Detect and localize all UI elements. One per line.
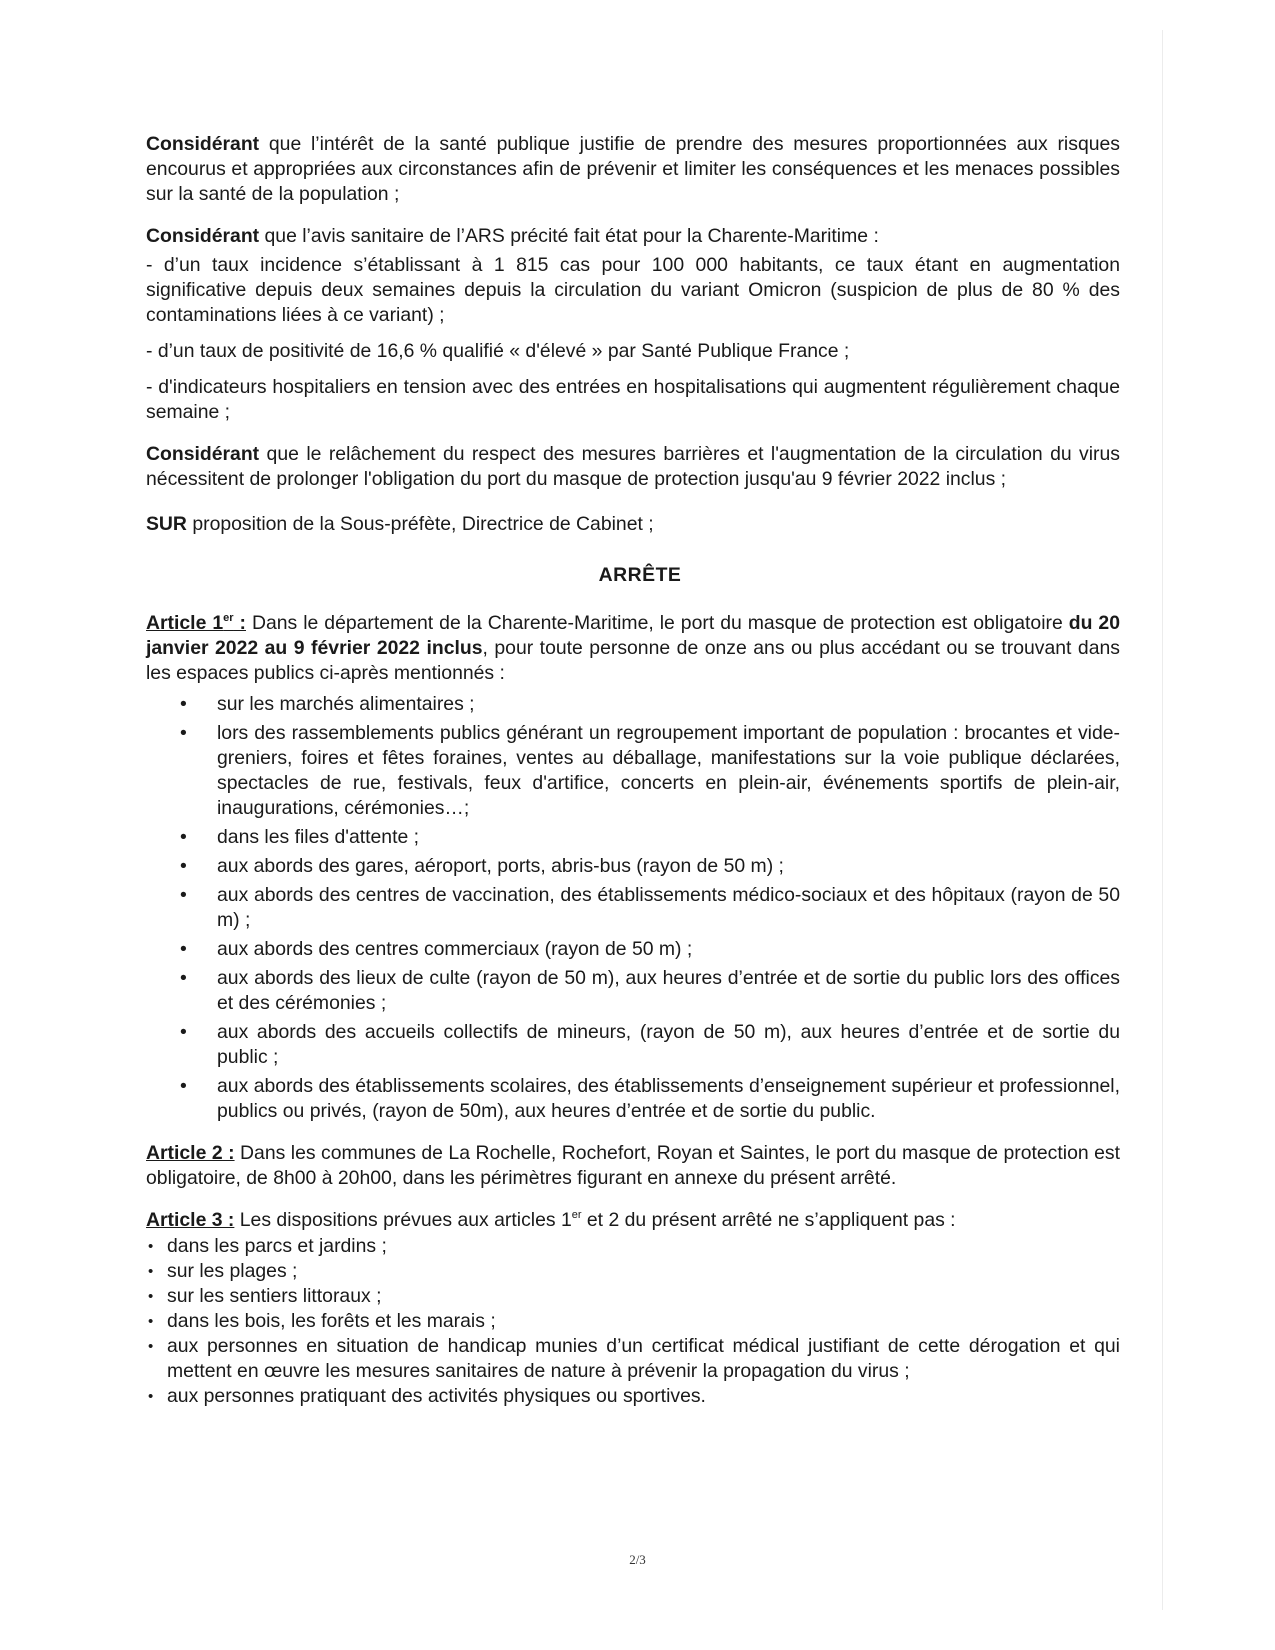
list-item: • sur les plages ; [148,1260,298,1282]
bullet-icon: • [148,1388,154,1405]
bullet-icon: • [180,1075,187,1097]
list-item: • dans les parcs et jardins ; [148,1235,387,1257]
list-item: • sur les marchés alimentaires ; [180,693,475,715]
bullet-icon: • [148,1338,154,1355]
bullet-icon: • [180,884,187,906]
bullet-icon: • [180,1021,187,1043]
list-item: • aux abords des lieux de culte (rayon de 50 m), aux heures d’entrée et de sortie du public lors des offices et des cérémonies ; [180,967,1120,1014]
list-item: • sur les sentiers littoraux ; [148,1285,382,1307]
list-item: • aux abords des établissements scolaires, des établissements d’enseignement supérieur et professionnel, publics ou privés, (rayon de 50m), aux heures d’entrée et de sortie du public. [180,1075,1120,1122]
decree-title: ARRÊTE [598,564,682,586]
paragraph-considerant-1: Considérant que l’intérêt de la santé publique justifie de prendre des mesures proportionnées aux risques encourus et appropriées aux circonstances afin de prévenir et limiter les conséquences et les menaces possibles sur la santé de la population ; [146,133,1120,205]
list-item: • aux abords des accueils collectifs de mineurs, (rayon de 50 m), aux heures d’entrée et de sortie du public ; [180,1021,1120,1068]
bullet-icon: • [180,722,187,744]
considerant-2-item: - d’un taux de positivité de 16,6 % qualifié « d'élevé » par Santé Publique France ; [146,340,850,362]
list-item: • lors des rassemblements publics générant un regroupement important de population : brocantes et vide-greniers, foires et fêtes foraines, ventes au déballage, manifestations sur la voie publique déclarées, spectacles de rue, festivals, feux d'artifice, concerts en plein-air, événements sportifs de plein-air, inaugurations, cérémonies…; [180,722,1120,819]
paragraph-sur-proposition: SUR proposition de la Sous-préfète, Directrice de Cabinet ; [146,513,654,535]
considerant-2-item: - d'indicateurs hospitaliers en tension avec des entrées en hospitalisations qui augmentent régulièrement chaque semaine ; [146,376,1120,423]
bullet-icon: • [148,1263,154,1280]
list-item: • aux abords des centres de vaccination, des établissements médico-sociaux et des hôpitaux (rayon de 50 m) ; [180,884,1120,931]
bullet-icon: • [180,938,187,960]
article-1-list [146,692,1120,1124]
list-item: • aux personnes en situation de handicap munies d’un certificat médical justifiant de cette dérogation et qui mettent en œuvre les mesures sanitaires de nature à prévenir la propagation du virus ; [148,1335,1120,1382]
bullet-icon: • [180,855,187,877]
page-edge-shadow [1162,30,1163,1610]
bullet-icon: • [180,826,187,848]
list-item: • aux abords des centres commerciaux (rayon de 50 m) ; [180,938,693,960]
article-1-label: Article 1er : [146,612,246,634]
bullet-icon: • [148,1313,154,1330]
bullet-icon: • [180,967,187,989]
page-number: 2/3 [629,1552,646,1567]
article-3: Article 3 : Les dispositions prévues aux articles 1er et 2 du présent arrêté ne s’appliquent pas : [146,1209,956,1231]
article-2: Article 2 : Dans les communes de La Rochelle, Rochefort, Royan et Saintes, le port du masque de protection est obligatoire, de 8h00 à 20h00, dans les périmètres figurant en annexe du présent arrêté. [146,1142,1120,1189]
list-item: • aux abords des gares, aéroport, ports, abris-bus (rayon de 50 m) ; [180,855,784,877]
bullet-icon: • [148,1238,154,1255]
paragraph-considerant-3: Considérant que le relâchement du respect des mesures barrières et l'augmentation de la circulation du virus nécessitent de prolonger l'obligation du port du masque de protection jusqu'au 9 février 2022 inclus ; [146,443,1120,490]
document-body [146,132,1120,1409]
list-item: • dans les files d'attente ; [180,826,420,848]
bullet-icon: • [180,693,187,715]
article-1: Article 1er : Dans le département de la Charente-Maritime, le port du masque de protection est obligatoire du 20 janvier 2022 au 9 février 2022 inclus, pour toute personne de onze ans ou plus accédant ou se trouvant dans les espaces publics ci-après mentionnés : [146,612,1120,684]
article-3-label: Article 3 : [146,1209,235,1231]
considerant-2-item: - d’un taux incidence s’établissant à 1 815 cas pour 100 000 habitants, ce taux étant en augmentation significative depuis deux semaines depuis la circulation du variant Omicron (suspicion de plus de 80 % des contaminations liées à ce variant) ; [146,254,1120,326]
list-item: • dans les bois, les forêts et les marais ; [148,1310,496,1332]
article-1-dates: du 20 janvier 2022 au 9 février 2022 inclus [146,612,1120,659]
paragraph-considerant-2: Considérant que l’avis sanitaire de l’ARS précité fait état pour la Charente-Maritime : [146,225,879,247]
list-item: • aux personnes pratiquant des activités physiques ou sportives. [148,1385,706,1407]
bullet-icon: • [148,1288,154,1305]
article-3-list [146,1234,1120,1409]
article-2-label: Article 2 : [146,1142,235,1164]
